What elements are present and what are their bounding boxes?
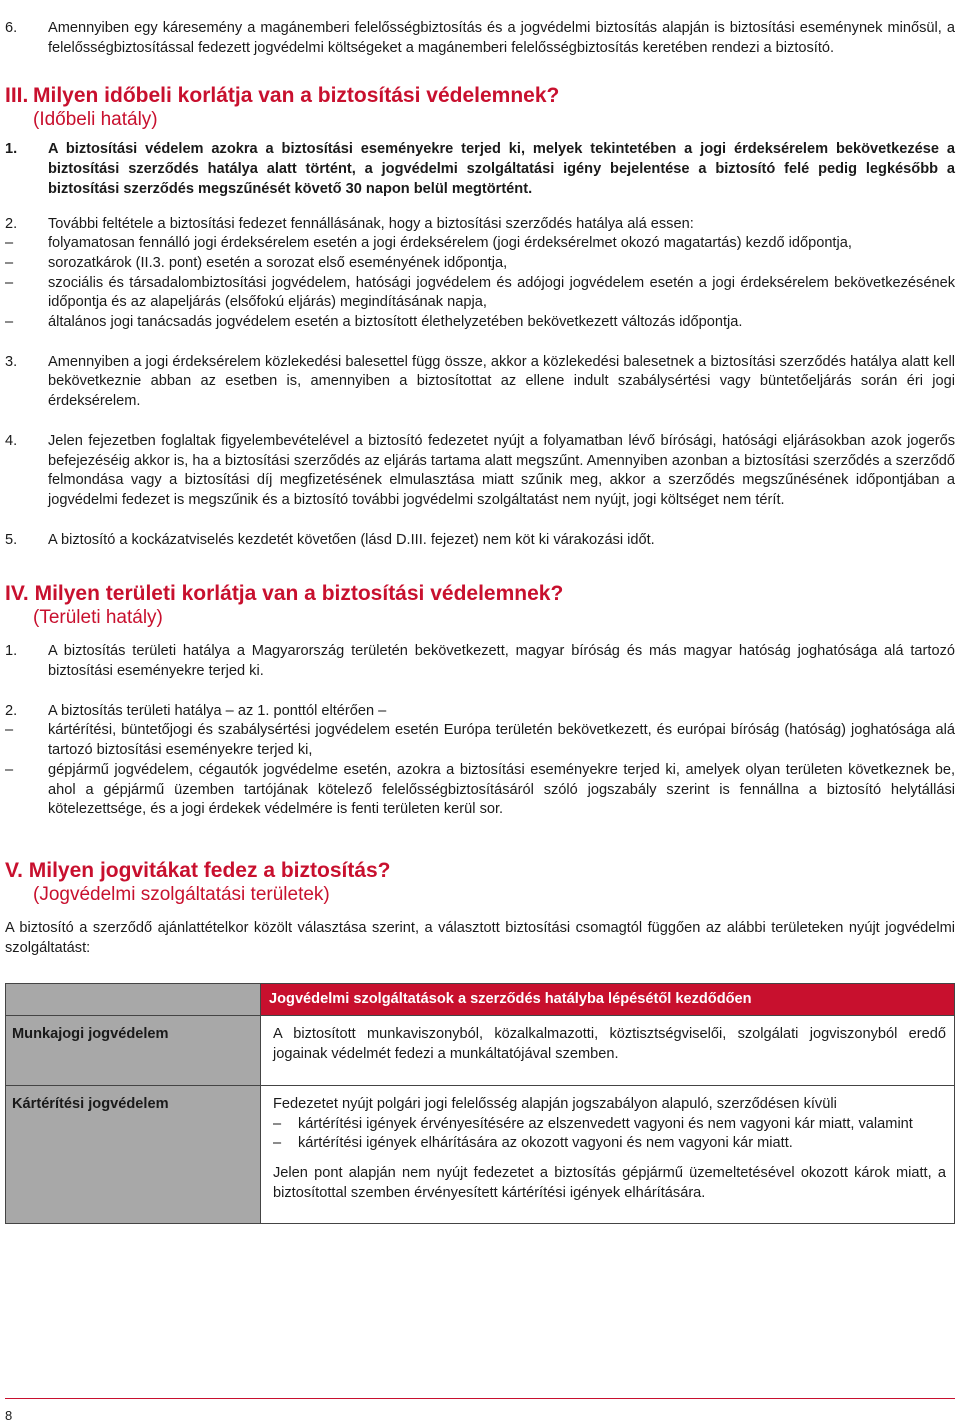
list-item: – kártérítési igények érvényesítésére az elszenvedett vagyoni és nem vagyoni kár miatt, valamint [273, 1115, 913, 1132]
table-header: Jogvédelmi szolgáltatások a szerződés hatályba lépésétől kezdődően [261, 984, 955, 1016]
section-number: IV. [5, 582, 29, 606]
header-blank-cell [6, 984, 261, 1016]
section-title: Milyen jogvitákat fedez a biztosítás? [28, 858, 391, 882]
section-subtitle: (Időbeli hatály) [33, 109, 158, 131]
item-number: 5. [5, 531, 18, 548]
item-number: 1. [5, 643, 18, 660]
item-text: A biztosítás területi hatálya a Magyarország területén bekövetkezett, magyar bíróság és más magyar hatóság joghatósága alá tartozó biztosítási eseményekre terjed ki. [48, 643, 955, 680]
item-number: 1. [5, 141, 18, 158]
item-text: A biztosító a kockázatviselés kezdetét követően (lásd D.III. fejezet) nem köt ki várakozási időt. [48, 531, 655, 548]
section-iii-item-3 [5, 353, 955, 412]
item-text: A biztosítási védelem azokra a biztosítási eseményekre terjed ki, melyek tekintetében a jogi érdeksérelem bekövetkezése a biztosítási szerződés hatálya alatt történt, a jogvédelmi szolgáltatási igény bejelentése a biztosító felé pedig legkésőbb a biztosítási szerződés megszűnését követő 30 napon belül megtörtént. [48, 141, 955, 197]
list-item: – gépjármű jogvédelem, cégautók jogvédelme esetén, azokra a biztosítási eseményekre terjed ki, amelyek olyan területen következnek be, ahol a gépjármű üzemben tartójának kötelező felelősségbiztosításáról szóló jogszabály szerint is fennállna a biztosító helytállási kötelezettsége, és a jogi érdekek védelmére is fenti területen kerül sor. [5, 761, 955, 818]
item-text: Amennyiben egy káresemény a magánemberi felelősségbiztosítás és a jogvédelmi biztosítás alapján is biztosítási eseménynek minősül, a felelősségbiztosítással fedezett jogvédelmi költségeket a magánemberi felelősségbiztosítás keretében rendezi a biztosító. [48, 20, 955, 56]
section-title: Milyen időbeli korlátja van a biztosítási védelemnek? [33, 84, 560, 108]
row-note: Jelen pont alapján nem nyújt fedezetet a biztosítás gépjármű üzemeltetésével okozott károk miatt, a biztosítottal szemben érvényesített kártérítési igények elhárítására. [273, 1164, 946, 1201]
table-row [6, 1016, 955, 1085]
section-iv-item-1 [5, 642, 955, 681]
section-iii-item-4 [5, 432, 955, 511]
item-number: 6. [5, 20, 18, 36]
item-text: További feltétele a biztosítási fedezet fennállásának, hogy a biztosítási szerződés hatálya alá essen: [48, 215, 694, 232]
section-subtitle: (Jogvédelmi szolgáltatási területek) [33, 883, 330, 905]
row-label: Munkajogi jogvédelem [6, 1016, 261, 1085]
section-iv-item-2 [5, 702, 955, 820]
section-subtitle: (Területi hatály) [33, 607, 163, 629]
bullet-list [5, 721, 955, 820]
list-item: – kártérítési, büntetőjogi és szabálysértési jogvédelem esetén Európa területén bekövetkezett, és európai bíróság (hatóság) joghatósága alá tartozó biztosítási eseményekre terjed ki, [5, 722, 955, 759]
item-number: 2. [5, 215, 18, 232]
bullet-list [5, 234, 955, 333]
item-number: 3. [5, 353, 18, 370]
section-iii-item-5 [5, 531, 955, 551]
section-v-intro: A biztosító a szerződő ajánlattételkor közölt választása szerint, a választott biztosítási csomagtól függően az alábbi területeken nyújt jogvédelmi szolgáltatást: [5, 919, 955, 956]
row-label: Kártérítési jogvédelem [6, 1085, 261, 1224]
page-number: 8 [5, 1408, 13, 1423]
row-description: A biztosított munkaviszonyból, közalkalmazotti, köztisztségviselői, szolgálati jogviszonyból eredő jogainak védelmét fedezi a munkáltatójával szemben. [261, 1016, 955, 1085]
item-text: Amennyiben a jogi érdeksérelem közlekedési balesettel függ össze, akkor a közlekedési balesetnek a biztosítási szerződés hatálya alatt kell bekövetkeznie abban az esetben is, amennyiben a biztosítottat az ellene indult szabálysértési vagy büntetőeljárás során éri jogi érdeksérelem. [48, 353, 955, 410]
row-description-text: Fedezetet nyújt polgári jogi felelősség alapján jogszabályon alapuló, szerződésen kívüli [273, 1095, 837, 1112]
section-title: Milyen területi korlátja van a biztosítási védelemnek? [34, 582, 564, 606]
paragraph-6 [5, 19, 955, 58]
section-number: V. [5, 858, 23, 882]
bullet-list [273, 1115, 946, 1154]
section-iv-heading [5, 581, 955, 630]
section-v-heading [5, 858, 955, 907]
table-row [6, 1085, 955, 1224]
section-iii-item-1 [5, 140, 955, 199]
list-item: – sorozatkárok (II.3. pont) esetén a sorozat első eseményének időpontja, [5, 254, 508, 271]
footer-divider [5, 1398, 955, 1399]
row-description [261, 1085, 955, 1224]
list-item: – általános jogi tanácsadás jogvédelem esetén a biztosított élethelyzetében bekövetkezett változás időpontja. [5, 314, 743, 331]
list-item: – szociális és társadalombiztosítási jogvédelem, hatósági jogvédelem és adójogi jogvédelem esetén a jogi érdeksérelem bekövetkezésének időpontja és az alapeljárás (elsőfokú eljárás) megindításának napja, [5, 274, 955, 311]
section-iii-item-2 [5, 215, 955, 333]
table-header-row [6, 984, 955, 1016]
item-text: A biztosítás területi hatálya – az 1. ponttól eltérően – [48, 702, 387, 719]
section-number: III. [5, 84, 29, 108]
item-number: 2. [5, 702, 18, 719]
item-text: Jelen fejezetben foglaltak figyelembevételével a biztosító fedezetet nyújt a folyamatban lévő bírósági, hatósági eljárásokban azok jogerős befejezéséig akkor is, ha a biztosítási szerződés az eljárás tartama alatt megszűnt. Amennyiben azonban a biztosítási szerződés a szerződő felmondása vagy a biztosítási díj megfizetésének elmulasztása miatt szűnik meg, akkor a szerződés megszűnésének időpontjában a jogvédelmi fedezet is megszűnik és a biztosító további jogvédelmi szolgáltatást nem nyújt, jogi költséget nem térít. [48, 432, 955, 508]
list-item: – folyamatosan fennálló jogi érdeksérelem esetén a jogi érdeksérelem (jogi érdeksérelmet okozó magatartás) kezdő időpontja, [5, 235, 852, 252]
section-iii-heading [5, 83, 955, 132]
item-number: 4. [5, 432, 18, 449]
document-page [5, 19, 955, 1224]
list-item: – kártérítési igények elhárítására az okozott vagyoni és nem vagyoni kár miatt. [273, 1135, 793, 1152]
services-table [5, 983, 955, 1224]
